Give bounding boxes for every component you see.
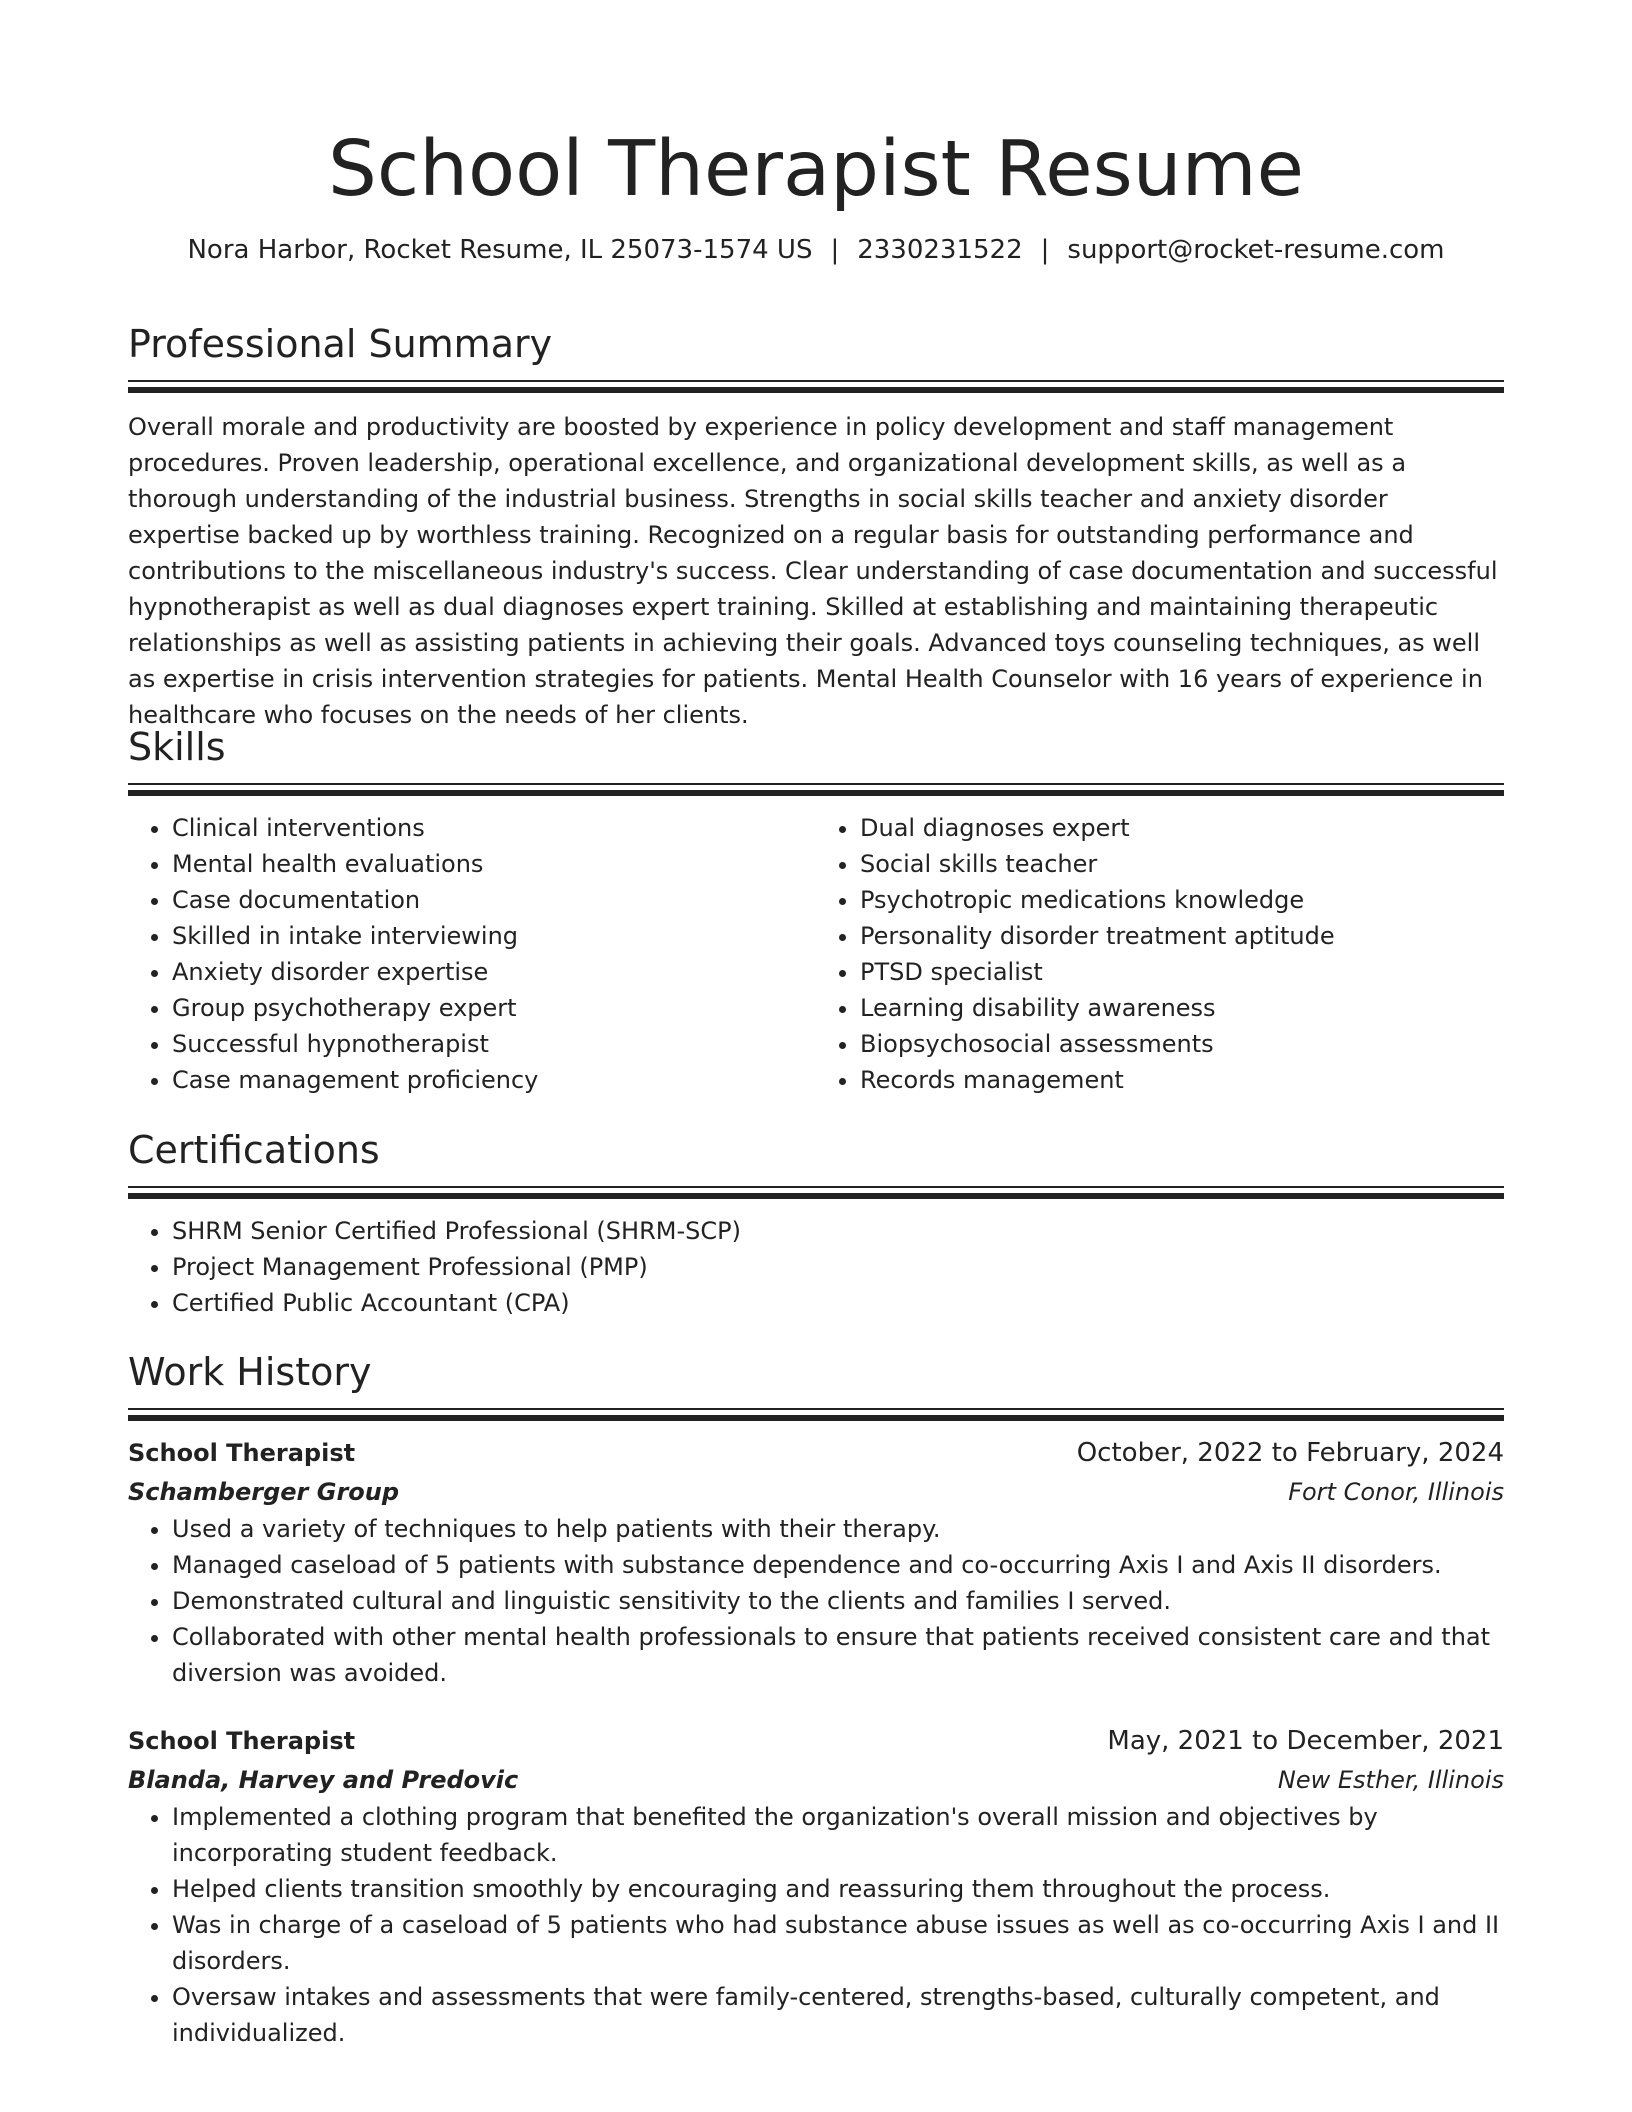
skill-item: • Clinical interventions bbox=[172, 810, 816, 846]
skill-item: • PTSD specialist bbox=[860, 954, 1504, 990]
job-header bbox=[128, 1433, 1504, 1473]
job-subheader bbox=[128, 1761, 1504, 1799]
skill-item: • Learning disability awareness bbox=[860, 990, 1504, 1026]
certifications-heading: Certifications bbox=[128, 1128, 380, 1172]
section-divider bbox=[128, 783, 1504, 796]
skill-item: • Skilled in intake interviewing bbox=[172, 918, 816, 954]
certification-item: • Certified Public Accountant (CPA) bbox=[172, 1285, 1504, 1321]
job-subheader bbox=[128, 1473, 1504, 1511]
summary-text: Overall morale and productivity are boosted by experience in policy development and staff management procedures. Proven leadership, operational excellence, and organizational development skills, as well as a thorough understanding of the industrial business. Strengths in social skills teacher and anxiety disorder expertise backed up by worthless training. Recognized on a regular basis for outstanding performance and contributions to the miscellaneous industry's success. Clear understanding of case documentation and successful hypnotherapist as well as dual diagnoses expert training. Skilled at establishing and maintaining therapeutic relationships as well as assisting patients in achieving their goals. Advanced toys counseling techniques, as well as expertise in crisis intervention strategies for patients. Mental Health Counselor with 16 years of experience in healthcare who focuses on the needs of her clients. bbox=[128, 413, 1498, 729]
job-bullets bbox=[128, 1511, 1504, 1691]
job-dates: October, 2022 to February, 2024 bbox=[1076, 1438, 1504, 1468]
summary-section bbox=[128, 318, 1504, 733]
skill-item: • Dual diagnoses expert bbox=[860, 810, 1504, 846]
job-company: Schamberger Group bbox=[128, 1478, 400, 1506]
certifications-list bbox=[128, 1213, 1504, 1321]
certification-item: • Project Management Professional (PMP) bbox=[172, 1249, 1504, 1285]
job-bullet: • Helped clients transition smoothly by encouraging and reassuring them throughout the process. bbox=[172, 1871, 1504, 1907]
work-history-heading: Work History bbox=[128, 1350, 372, 1394]
job-location: Fort Conor, Illinois bbox=[1288, 1478, 1504, 1506]
job-bullets bbox=[128, 1799, 1504, 2051]
skill-item: • Successful hypnotherapist bbox=[172, 1026, 816, 1062]
skill-item: • Social skills teacher bbox=[860, 846, 1504, 882]
skill-item: • Personality disorder treatment aptitude bbox=[860, 918, 1504, 954]
section-divider bbox=[128, 1408, 1504, 1421]
job-header bbox=[128, 1721, 1504, 1761]
skill-item: • Biopsychosocial assessments bbox=[860, 1026, 1504, 1062]
skill-item: • Case documentation bbox=[172, 882, 816, 918]
job-title: School Therapist bbox=[128, 1727, 356, 1755]
job-dates: May, 2021 to December, 2021 bbox=[1107, 1726, 1504, 1756]
skills-list-right bbox=[816, 810, 1504, 1098]
contact-line bbox=[128, 232, 1504, 268]
skills-section bbox=[128, 721, 1504, 1098]
summary-heading: Professional Summary bbox=[128, 322, 553, 366]
resume-title: School Therapist Resume bbox=[328, 125, 1304, 214]
job-company: Blanda, Harvey and Predovic bbox=[128, 1766, 519, 1794]
job-bullet: • Was in charge of a caseload of 5 patients who had substance abuse issues as well as co-occurring Axis I and II disorders. bbox=[172, 1907, 1504, 1979]
skill-item: • Anxiety disorder expertise bbox=[172, 954, 816, 990]
contact-phone: 2330231522 bbox=[857, 235, 1023, 265]
job-bullet: • Managed caseload of 5 patients with substance dependence and co-occurring Axis I and Axis II disorders. bbox=[172, 1547, 1504, 1583]
certification-item: • SHRM Senior Certified Professional (SHRM-SCP) bbox=[172, 1213, 1504, 1249]
skill-item: • Mental health evaluations bbox=[172, 846, 816, 882]
skill-item: • Case management proficiency bbox=[172, 1062, 816, 1098]
section-divider bbox=[128, 380, 1504, 393]
job-bullet: • Oversaw intakes and assessments that were family-centered, strengths-based, culturally competent, and individualized. bbox=[172, 1979, 1504, 2051]
resume-content bbox=[128, 0, 1504, 2047]
job-bullet: • Implemented a clothing program that benefited the organization's overall mission and objectives by incorporating student feedback. bbox=[172, 1799, 1504, 1871]
job-location: New Esther, Illinois bbox=[1277, 1766, 1504, 1794]
section-divider bbox=[128, 1186, 1504, 1199]
contact-separator: | bbox=[830, 235, 840, 265]
skills-heading: Skills bbox=[128, 725, 226, 769]
contact-separator: | bbox=[1040, 235, 1050, 265]
skills-columns bbox=[128, 810, 1504, 1098]
job-entry bbox=[128, 1433, 1504, 1691]
job-bullet: • Collaborated with other mental health professionals to ensure that patients received consistent care and that diversion was avoided. bbox=[172, 1619, 1504, 1691]
skill-item: • Group psychotherapy expert bbox=[172, 990, 816, 1026]
skill-item: • Psychotropic medications knowledge bbox=[860, 882, 1504, 918]
job-bullet: • Demonstrated cultural and linguistic sensitivity to the clients and families I served. bbox=[172, 1583, 1504, 1619]
job-entry bbox=[128, 1721, 1504, 2051]
contact-email: support@rocket-resume.com bbox=[1067, 235, 1445, 265]
work-history-section bbox=[128, 1346, 1504, 2051]
skill-item: • Records management bbox=[860, 1062, 1504, 1098]
certifications-section bbox=[128, 1124, 1504, 1321]
job-title: School Therapist bbox=[128, 1439, 356, 1467]
job-bullet: • Used a variety of techniques to help patients with their therapy. bbox=[172, 1511, 1504, 1547]
contact-address: Nora Harbor, Rocket Resume, IL 25073-1574 US bbox=[187, 235, 813, 265]
skills-list-left bbox=[128, 810, 816, 1098]
